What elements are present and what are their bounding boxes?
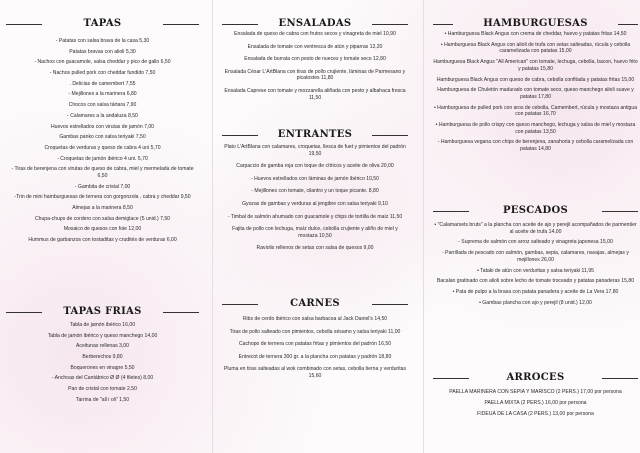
menu-item: • Hamburguesa de pulled pork con aros de cebolla, Camembert, rúcula y mostaza antigua con patatas 16,70 xyxy=(433,104,638,118)
menu-item: Cachopo de ternera con patatas fritas y pimientos del padrón 16,50 xyxy=(238,341,392,348)
pescados-title: PESCADOS xyxy=(502,205,569,216)
header-rule xyxy=(372,24,408,25)
menu-item: • Tataki de atún con verduritas y salsa teriyaki 11,95 xyxy=(477,267,594,274)
menu-item: Ensalada César L'ArtBlana con tiras de pollo crujiente, láminas de Parmesano y picatostes 11,80 xyxy=(224,68,406,82)
menu-item: - Nachos pulled pork con cheddar fundido 7,50 xyxy=(49,70,156,77)
hamburguesas-list xyxy=(433,31,638,157)
header-rule xyxy=(163,24,199,25)
menu-item: Ensalada Caprese con tomate y mozzarella aliñada con pesto y albahaca fresca 11,50 xyxy=(224,87,406,101)
menu-item: Boquerones en vinagre 5,50 xyxy=(70,364,135,371)
menu-item: • Hamburguesa Black Angus con alioli de trufa con setas salteadas, rúcula y cebolla caramelizada con patatas 15,00 xyxy=(440,41,631,55)
menu-item: • Hamburguesa Black Angus con crema de cheddar, huevo y patatas fritas 14,50 xyxy=(444,31,627,37)
menu-item: • "Calamarsets bruts" a la plancha con aceite de ajo y perejil acompañados de parmentier al aceite de trufa 14,00 xyxy=(434,222,637,235)
menu-item: Ensalada de queso de cabra con frutos secos y vinagreta de miel 10,90 xyxy=(234,31,396,37)
arroces-header xyxy=(433,371,638,385)
menu-item: • Hamburguesa de pollo crispy con queso manchego, lechuga y salsa de miel y mostaza con patatas 13,50 xyxy=(435,122,636,135)
menu-item: Ensalada de tomate con ventresca de atún y piparras 12,20 xyxy=(247,43,383,50)
menu-item: Ensalada de burrata con pesto de nueces y tomate seco 12,80 xyxy=(244,56,386,63)
menu-item: Gyozas de gambas y verduras al jengibre con salsa teriyaki 9,10 xyxy=(242,200,388,207)
tapas-frias-title: TAPAS FRIAS xyxy=(63,306,142,317)
header-rule xyxy=(618,24,638,25)
menu-item: Hummus de garbanzos con tostaditas y crudités de verduras 6,00 xyxy=(28,236,177,243)
menu-item: Gambas panko con salsa teriyaki 7,50 xyxy=(59,134,146,141)
menu-item: Plato L'ArtBlana con calamares, croquetas, llesca de fuet y pimientos del padrón 19,50 xyxy=(224,144,406,157)
menu-item: - Mejillones con tomate, cilantro y un toque picante. 8,80 xyxy=(251,188,379,195)
menu-item: Carpaccio de gamba roja con toque de cítricos y aceite de oliva 20,00 xyxy=(236,163,394,170)
hamburguesas-title: HAMBURGUESAS xyxy=(483,18,588,29)
menu-item: Hamburguesa Black Angus "All American" con tomate, lechuga, cebolla, bacon, huevo frito y patatas 15,80 xyxy=(433,59,638,72)
carnes-header xyxy=(222,297,408,311)
menu-item: FIDEUÁ DE LA CASA (2 PERS.) 13,00 por persona xyxy=(477,410,594,417)
arroces-title: ARROCES xyxy=(506,372,565,383)
menu-item: - Timbal de salmón ahumado con guacamole y chips de tortilla de maíz 11,50 xyxy=(227,213,403,220)
menu-item: • Pata de pulpo a la brasa con patata panadera y aceite de La Vera 17,80 xyxy=(452,289,619,296)
menu-item: Berberechos 9,80 xyxy=(82,354,123,361)
entrantes-title: ENTRANTES xyxy=(277,129,353,140)
menu-item: PAELLA MARINERA CON SEPIA Y MARISCO (2 PERS.) 17,00 por persona xyxy=(449,389,622,395)
header-rule xyxy=(163,312,199,313)
menu-item: - Gambita de cristal 7,00 xyxy=(74,183,131,190)
menu-item: Bacalao gratinado con alioli sobre lecho de tomate troceado y patatas panaderas 15,80 xyxy=(436,278,635,285)
header-rule xyxy=(372,135,408,136)
tapas-list xyxy=(6,38,199,248)
menu-item: Tabla de jamón ibérico y queso manchego 14,00 xyxy=(47,332,158,339)
menu-item: Patatas bravas con alioli 5,30 xyxy=(69,48,136,55)
menu-item: - Hamburguesa vegana con chips de berenjena, zanahoria y cebolla caramelizada con patatas 14,80 xyxy=(437,139,634,153)
menu-item: Hamburguesa de Chuletón madurado con tomate seco, queso manchego alioli suave y patatas 17,80 xyxy=(437,87,634,100)
tapas-frias-list xyxy=(6,322,199,408)
menu-item: Tarrina de "all i oli" 1,50 xyxy=(75,396,130,403)
menu-item: PAELLA MIXTA (2 PERS.) 16,00 por persona xyxy=(484,399,587,406)
menu-item: - Huevos estrellados con láminas de jamón ibérico 10,50 xyxy=(251,175,379,182)
menu-item: - Calamares a la andaluza 8,50 xyxy=(67,112,138,119)
menu-item: Ribs de cerdo ibérico con salsa barbacoa al Jack Daniel's 14,50 xyxy=(242,316,388,322)
menu-item: Chupa-chups de cordero con salsa demiglace (5 unid.) 7,50 xyxy=(34,215,171,222)
menu-item: Pan de cristal con tomate 2,50 xyxy=(68,386,137,393)
menu-item: Raviolis rellenos de setas con salsa de quesos 9,00 xyxy=(256,245,374,252)
header-rule xyxy=(372,304,408,305)
menu-item: - Suprema de salmón con arroz salteado y vinagreta japonesa 15,00 xyxy=(458,239,613,246)
pescados-list xyxy=(433,222,638,311)
menu-item: - Tiras de berenjena con virutas de queso de cabra, miel y mermelada de tomate 6,50 xyxy=(11,166,194,179)
column-divider xyxy=(212,0,213,453)
ensaladas-list xyxy=(222,31,408,107)
menu-item: Aceitunas rellenas 3,00 xyxy=(76,343,129,350)
menu-item: • Gambas plancha con ajo y perejil (8 unid.) 12,00 xyxy=(479,299,592,306)
entrantes-list xyxy=(222,144,408,258)
menu-item: Tiras de pollo salteado con pimientos, cebolla sésamo y salsa teriyaki 11,00 xyxy=(229,328,401,335)
menu-item: - Patatas con salsa brava de la casa 5,30 xyxy=(55,38,150,44)
menu-item: Chocos con salsa tártara 7,90 xyxy=(68,102,137,109)
ensaladas-title: ENSALADAS xyxy=(278,18,352,29)
menu-item: - Croquetas de jamón ibérico 4 uni. 5,70 xyxy=(57,155,148,162)
tapas-header xyxy=(6,17,199,31)
header-rule xyxy=(602,211,638,212)
column-divider xyxy=(423,0,424,453)
menu-item: - Parrillada de pescado con salmón, gambas, sepia, calamares, navajas, almejas y mejillones 26,00 xyxy=(442,250,629,263)
menu-item: - Nachos con guacamole, salsa cheddar y pico de gallo 6,50 xyxy=(34,59,171,66)
menu-item: Mosaico de quesos con foie 12,00 xyxy=(63,226,142,233)
menu-item: Tabla de jamón ibérico 16,00 xyxy=(69,322,136,328)
tapas-frias-header xyxy=(6,305,199,319)
menu-item: Fajita de pollo con lechuga, maíz dulce, cebolla crujiente y aliño de miel y mostaza 10,50 xyxy=(232,226,398,239)
pescados-header xyxy=(433,204,638,218)
menu-item: Entrecot de ternera 300 gr. a la plancha con patatas y padrón 18,80 xyxy=(238,353,392,360)
menu-item: Huevos estrellados con virutas de jamón 7,00 xyxy=(50,123,155,130)
menu-item: - Mejillones a la marinera 6,80 xyxy=(68,91,137,98)
menu-item: Pluma en tiras salteadas al wok combinado con setas, cebolla tierna y verduritas 15,60 xyxy=(223,366,407,379)
menu-item: . Delicias de camembert 7,55 xyxy=(69,80,136,87)
header-rule xyxy=(602,378,638,379)
menu-item: - Anchoas del Cantábrico Ø Ø (4 filetes) 8,00 xyxy=(51,375,154,382)
hamburguesas-header xyxy=(433,17,638,31)
ensaladas-header xyxy=(222,17,408,31)
carnes-list xyxy=(222,316,408,386)
menu-item: Almejas a la marinera 8,50 xyxy=(72,204,133,211)
carnes-title: CARNES xyxy=(290,298,340,309)
menu-item: -Trin de mini hamburguesas de ternera con gorgonzola , cabra y cheddar 9,50 xyxy=(14,194,191,201)
tapas-title: TAPAS xyxy=(83,18,122,29)
entrantes-header xyxy=(222,128,408,142)
menu-item: Croquetas de verduras y queso de cabra 4 uni 5,70 xyxy=(44,144,161,151)
menu-item: Hamburguesa Black Angus con queso de cabra, cebolla confitada y patatas fritas 15,00 xyxy=(436,76,635,83)
arroces-list xyxy=(433,389,638,421)
